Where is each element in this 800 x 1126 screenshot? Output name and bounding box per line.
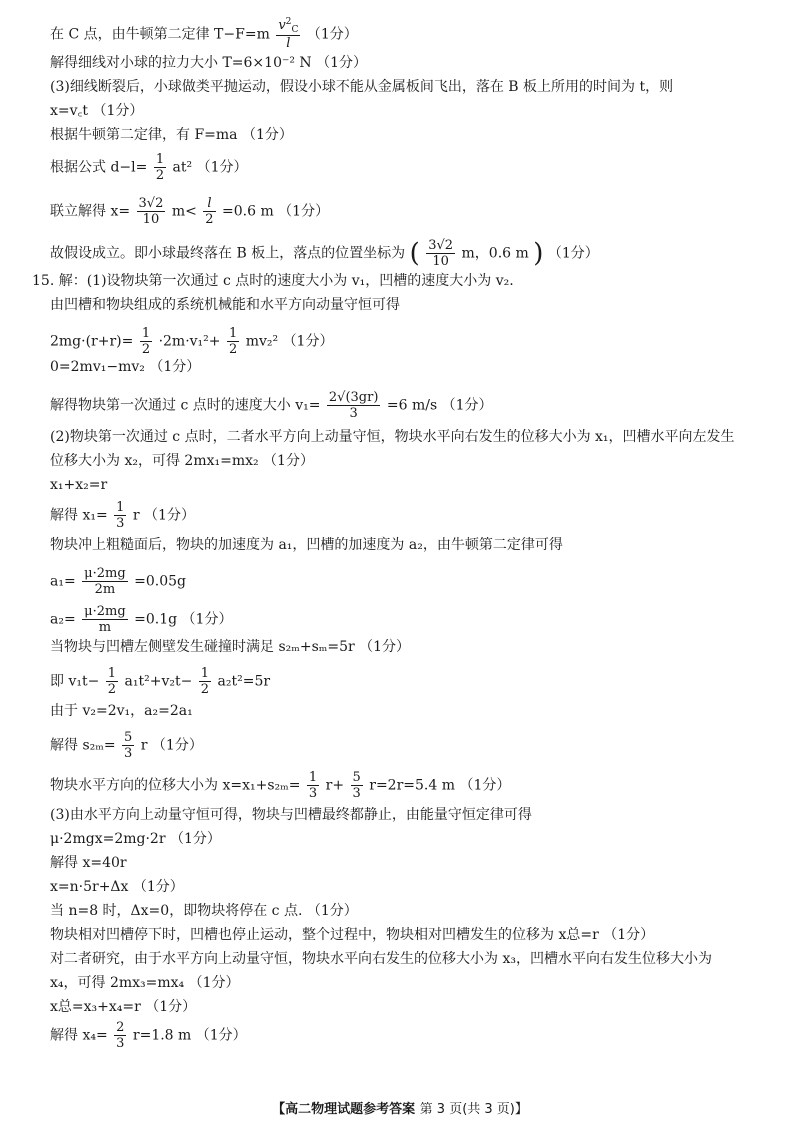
text: 2mg·(r+r)= bbox=[50, 333, 134, 350]
text: （1分） bbox=[547, 245, 599, 262]
text: =0.1g （1分） bbox=[134, 611, 233, 628]
line-20 bbox=[50, 604, 776, 635]
denominator: 2 bbox=[141, 342, 151, 357]
line-17 bbox=[50, 500, 776, 531]
text: 故假设成立。即小球最终落在 B 板上，落点的位置坐标为 bbox=[50, 245, 406, 262]
line-26: (3)由水平方向上动量守恒可得，物块与凹槽最终都静止，由能量守恒定律可得 bbox=[50, 807, 532, 823]
num-v: v bbox=[278, 18, 286, 33]
line-33: x₄，可得 2mx₃=mx₄ （1分） bbox=[50, 975, 240, 991]
fraction bbox=[154, 152, 166, 183]
line-13 bbox=[50, 390, 776, 421]
line-34: x总=x₃+x₄=r （1分） bbox=[50, 999, 197, 1015]
fraction bbox=[307, 770, 319, 801]
numerator: 1 bbox=[141, 326, 151, 341]
fraction bbox=[351, 770, 363, 801]
line-08 bbox=[50, 238, 776, 269]
text: at² （1分） bbox=[172, 159, 248, 176]
text: r=1.8 m （1分） bbox=[132, 1027, 247, 1044]
text: 根据公式 d−l= bbox=[50, 159, 148, 176]
fraction bbox=[227, 326, 239, 357]
left-paren: ( bbox=[409, 238, 420, 269]
footer-title: 【高二物理试题参考答案 bbox=[272, 1102, 416, 1117]
denominator: 2m bbox=[94, 582, 116, 597]
text: a₂t²=5r bbox=[217, 673, 271, 690]
numerator: 1 bbox=[308, 770, 318, 785]
text: 联立解得 x= bbox=[50, 203, 131, 220]
line-22 bbox=[50, 666, 776, 697]
numerator: 3√2 bbox=[138, 196, 164, 211]
line-16: x₁+x₂=r bbox=[50, 477, 108, 493]
fraction bbox=[140, 326, 152, 357]
fraction bbox=[327, 390, 381, 421]
line-03: (3)细线断裂后，小球做类平抛运动，假设小球不能从金属板间飞出，落在 B 板上所用的时间为 t，则 bbox=[50, 79, 674, 95]
denominator: 3 bbox=[308, 786, 318, 801]
numerator: 2√(3gr) bbox=[328, 390, 379, 405]
text: r+ bbox=[325, 777, 345, 794]
numerator bbox=[276, 18, 300, 36]
line-35 bbox=[50, 1020, 776, 1051]
line-04: x=v꜀t （1分） bbox=[50, 103, 144, 119]
text: ·2m·v₁²+ bbox=[158, 333, 221, 350]
text: a₂= bbox=[50, 611, 76, 628]
line-23: 由于 v₂=2v₁，a₂=2a₁ bbox=[50, 703, 193, 719]
line-12: 0=2mv₁−mv₂ （1分） bbox=[50, 359, 201, 375]
line-06 bbox=[50, 152, 776, 183]
line-25 bbox=[50, 770, 776, 801]
text: mv₂² （1分） bbox=[245, 333, 334, 350]
denominator: 2 bbox=[107, 682, 117, 697]
fraction bbox=[82, 604, 128, 635]
fraction bbox=[122, 730, 134, 761]
line-05: 根据牛顿第二定律，有 F=ma （1分） bbox=[50, 127, 293, 143]
numerator: μ·2mg bbox=[84, 604, 126, 619]
numerator: 1 bbox=[107, 666, 117, 681]
denominator: 3 bbox=[349, 406, 358, 421]
line-31: 物块相对凹槽停下时，凹槽也停止运动，整个过程中，物块相对凹槽发生的位移为 x总=r （1分） bbox=[50, 927, 655, 943]
text: 解得 x₁= bbox=[50, 507, 108, 524]
right-paren: ) bbox=[533, 238, 544, 269]
numerator: 1 bbox=[116, 500, 125, 515]
denominator: 2 bbox=[205, 212, 214, 227]
numerator: 5 bbox=[352, 770, 361, 785]
text: 解得 s₂ₘ= bbox=[50, 737, 116, 754]
text: =0.05g bbox=[134, 573, 186, 590]
line-15: 位移大小为 x₂，可得 2mx₁=mx₂ （1分） bbox=[50, 453, 314, 469]
text: 即 v₁t− bbox=[50, 673, 100, 690]
line-32: 对二者研究，由于水平方向上动量守恒，物块水平向右发生的位移大小为 x₃，凹槽水平向右发生位移大小为 bbox=[50, 951, 712, 967]
numerator: 3√2 bbox=[428, 238, 454, 253]
line-29: x=n·5r+Δx （1分） bbox=[50, 879, 184, 895]
denominator: 3 bbox=[116, 516, 125, 531]
numerator: 5 bbox=[124, 730, 133, 745]
fraction bbox=[203, 196, 215, 227]
text: （1分） bbox=[306, 26, 358, 43]
line-28: 解得 x=40r bbox=[50, 855, 127, 871]
footer-page-number: 第 3 页(共 3 页)】 bbox=[419, 1102, 528, 1117]
num-sup: 2 bbox=[285, 17, 292, 28]
numerator: μ·2mg bbox=[84, 566, 126, 581]
line-30: 当 n=8 时，Δx=0，即物块将停在 c 点. （1分） bbox=[50, 903, 358, 919]
text: 解得 x₄= bbox=[50, 1027, 108, 1044]
fraction bbox=[276, 18, 300, 51]
text: 物块水平方向的位移大小为 x=x₁+s₂ₘ= bbox=[50, 777, 301, 794]
line-02: 解得细线对小球的拉力大小 T=6×10⁻² N （1分） bbox=[50, 55, 368, 71]
fraction bbox=[199, 666, 211, 697]
denominator: 2 bbox=[155, 168, 165, 183]
line-10: 由凹槽和物块组成的系统机械能和水平方向动量守恒可得 bbox=[50, 297, 400, 313]
denominator: 10 bbox=[432, 254, 449, 269]
text: a₁= bbox=[50, 573, 76, 590]
line-19 bbox=[50, 566, 776, 597]
denominator: 3 bbox=[116, 1036, 125, 1051]
text: m< bbox=[171, 203, 197, 220]
line-11 bbox=[50, 326, 776, 357]
text: m，0.6 m bbox=[461, 245, 529, 262]
line-01 bbox=[50, 18, 776, 51]
text: 解得物块第一次通过 c 点时的速度大小 v₁= bbox=[50, 397, 321, 414]
denominator: l bbox=[286, 36, 291, 51]
page-footer bbox=[0, 1098, 800, 1117]
numerator: 1 bbox=[200, 666, 210, 681]
denominator: 10 bbox=[142, 212, 160, 227]
line-27: μ·2mgx=2mg·2r （1分） bbox=[50, 831, 221, 847]
denominator: 2 bbox=[228, 342, 238, 357]
fraction bbox=[114, 1020, 126, 1051]
fraction bbox=[106, 666, 118, 697]
line-09: 15. 解：(1)设物块第一次通过 c 点时的速度大小为 v₁，凹槽的速度大小为 v₂. bbox=[32, 273, 514, 289]
fraction bbox=[114, 500, 126, 531]
line-07 bbox=[50, 196, 776, 227]
text: r （1分） bbox=[132, 507, 195, 524]
line-18: 物块冲上粗糙面后，物块的加速度为 a₁，凹槽的加速度为 a₂，由牛顿第二定律可得 bbox=[50, 537, 563, 553]
fraction bbox=[82, 566, 128, 597]
line-24 bbox=[50, 730, 776, 761]
denominator: 3 bbox=[124, 746, 133, 761]
numerator: 2 bbox=[116, 1020, 125, 1035]
numerator: 1 bbox=[228, 326, 238, 341]
denominator: 2 bbox=[200, 682, 210, 697]
numerator: 1 bbox=[155, 152, 165, 167]
denominator: m bbox=[98, 620, 112, 635]
line-14: (2)物块第一次通过 c 点时，二者水平方向上动量守恒，物块水平向右发生的位移大小为 x₁，凹槽水平向左发生 bbox=[50, 429, 735, 445]
fraction bbox=[426, 238, 455, 269]
line-21: 当物块与凹槽左侧壁发生碰撞时满足 s₂ₘ+sₘ=5r （1分） bbox=[50, 639, 411, 655]
num-sub: C bbox=[291, 25, 299, 36]
text: 在 C 点，由牛顿第二定律 T−F=m bbox=[50, 26, 270, 43]
fraction bbox=[137, 196, 166, 227]
text: r=2r=5.4 m （1分） bbox=[369, 777, 511, 794]
text: r （1分） bbox=[140, 737, 203, 754]
text: =6 m/s （1分） bbox=[386, 397, 493, 414]
text: a₁t²+v₂t− bbox=[124, 673, 193, 690]
text: =0.6 m （1分） bbox=[222, 203, 330, 220]
numerator: l bbox=[203, 196, 215, 212]
denominator: 3 bbox=[352, 786, 361, 801]
